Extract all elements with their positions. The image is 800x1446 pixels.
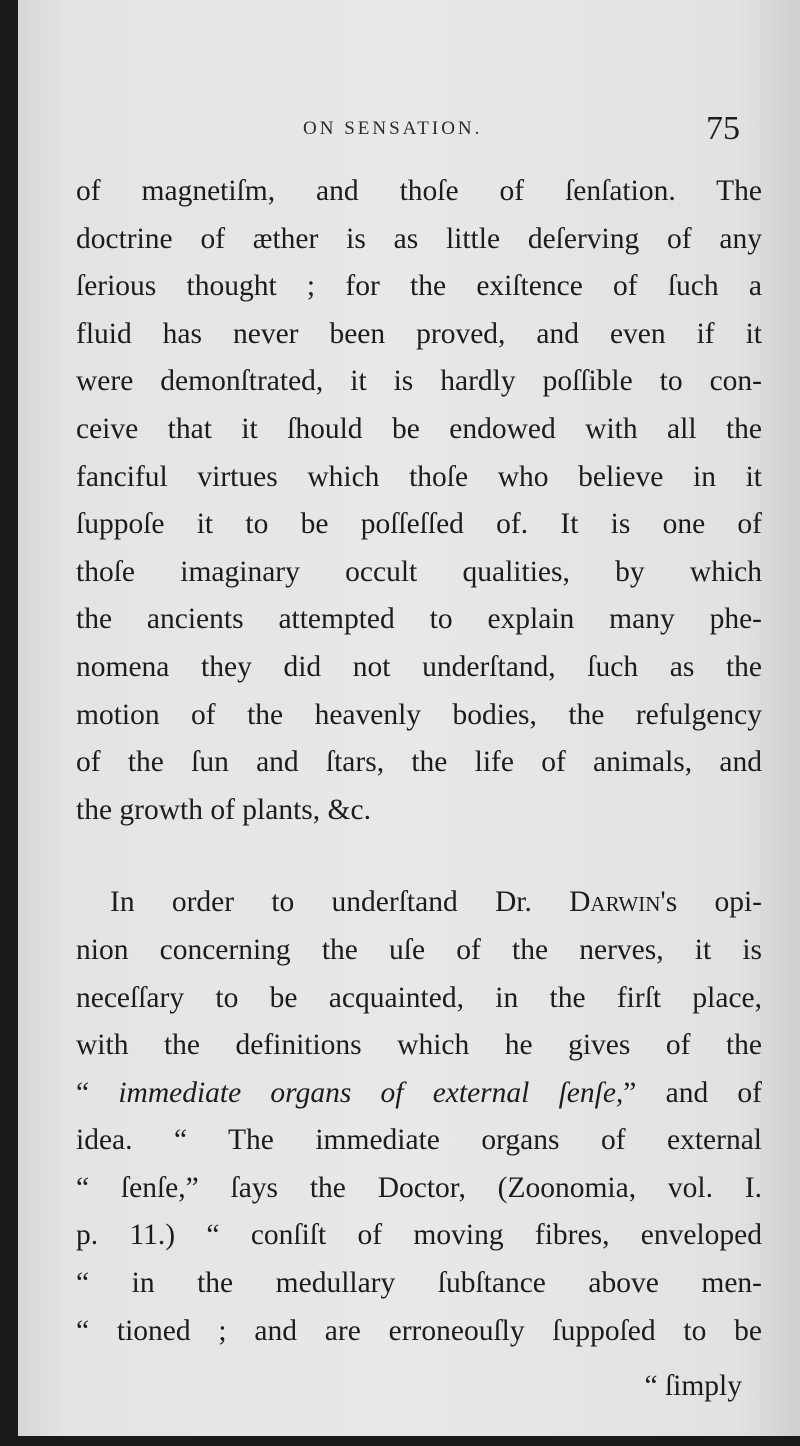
text-line: doctrine of æther is as little deſerving of any bbox=[76, 222, 762, 255]
paragraph-2 bbox=[76, 879, 762, 1355]
text-line: the growth of plants, &c. bbox=[76, 793, 371, 826]
text-run: In order to underſtand Dr. bbox=[110, 886, 570, 919]
text-line: fanciful virtues which thoſe who believe in it bbox=[76, 460, 762, 493]
text-run: 's opi- bbox=[660, 886, 762, 919]
catchword: “ ſimply bbox=[644, 1370, 742, 1402]
text-line bbox=[76, 1070, 762, 1118]
page-number: 75 bbox=[706, 110, 740, 147]
text-line: with the definitions which he gives of the bbox=[76, 1029, 762, 1062]
text-line: p. 11.) “ conſiſt of moving fibres, enveloped bbox=[76, 1219, 762, 1252]
text-line: neceſſary to be acquainted, in the firſt place, bbox=[76, 981, 762, 1014]
running-head: ON SENSATION. bbox=[303, 118, 483, 139]
text-line: of the ſun and ſtars, the life of animals, and bbox=[76, 746, 762, 779]
text-line: ſuppoſe it to be poſſeſſed of. It is one of bbox=[76, 508, 762, 541]
italic-quote: immediate organs of external ſenſe, bbox=[118, 1076, 624, 1109]
text-line: motion of the heavenly bodies, the refulgency bbox=[76, 698, 762, 731]
text-line: “ ſenſe,” ſays the Doctor, (Zoonomia, vol. I. bbox=[76, 1171, 762, 1204]
text-line: idea. “ The immediate organs of external bbox=[76, 1124, 762, 1157]
text-line: nion concerning the uſe of the nerves, it is bbox=[76, 933, 762, 966]
text-line: thoſe imaginary occult qualities, by which bbox=[76, 555, 762, 588]
quote-mark: “ bbox=[76, 1076, 119, 1109]
page-header bbox=[18, 110, 800, 154]
text-line: the ancients attempted to explain many phe- bbox=[76, 603, 762, 636]
text-line bbox=[76, 879, 762, 927]
text-line: “ in the medullary ſubſtance above men- bbox=[76, 1267, 762, 1300]
body-text bbox=[76, 168, 762, 1355]
text-line: ſerious thought ; for the exiſtence of ſuch a bbox=[76, 270, 762, 303]
text-line: were demonſtrated, it is hardly poſſible to con- bbox=[76, 365, 762, 398]
paragraph-1 bbox=[76, 168, 762, 834]
book-page bbox=[18, 0, 800, 1436]
text-run: ” and of bbox=[623, 1076, 763, 1109]
text-line: of magnetiſm, and thoſe of ſenſation. The bbox=[76, 175, 762, 207]
text-line: nomena they did not underſtand, ſuch as the bbox=[76, 650, 762, 683]
paragraph-gap bbox=[76, 834, 762, 879]
text-line: fluid has never been proved, and even if it bbox=[76, 317, 762, 350]
text-line: “ tioned ; and are erroneouſly ſuppoſed to be bbox=[76, 1314, 762, 1347]
author-name: Darwin bbox=[569, 886, 661, 919]
text-line: ceive that it ſhould be endowed with all the bbox=[76, 412, 762, 445]
